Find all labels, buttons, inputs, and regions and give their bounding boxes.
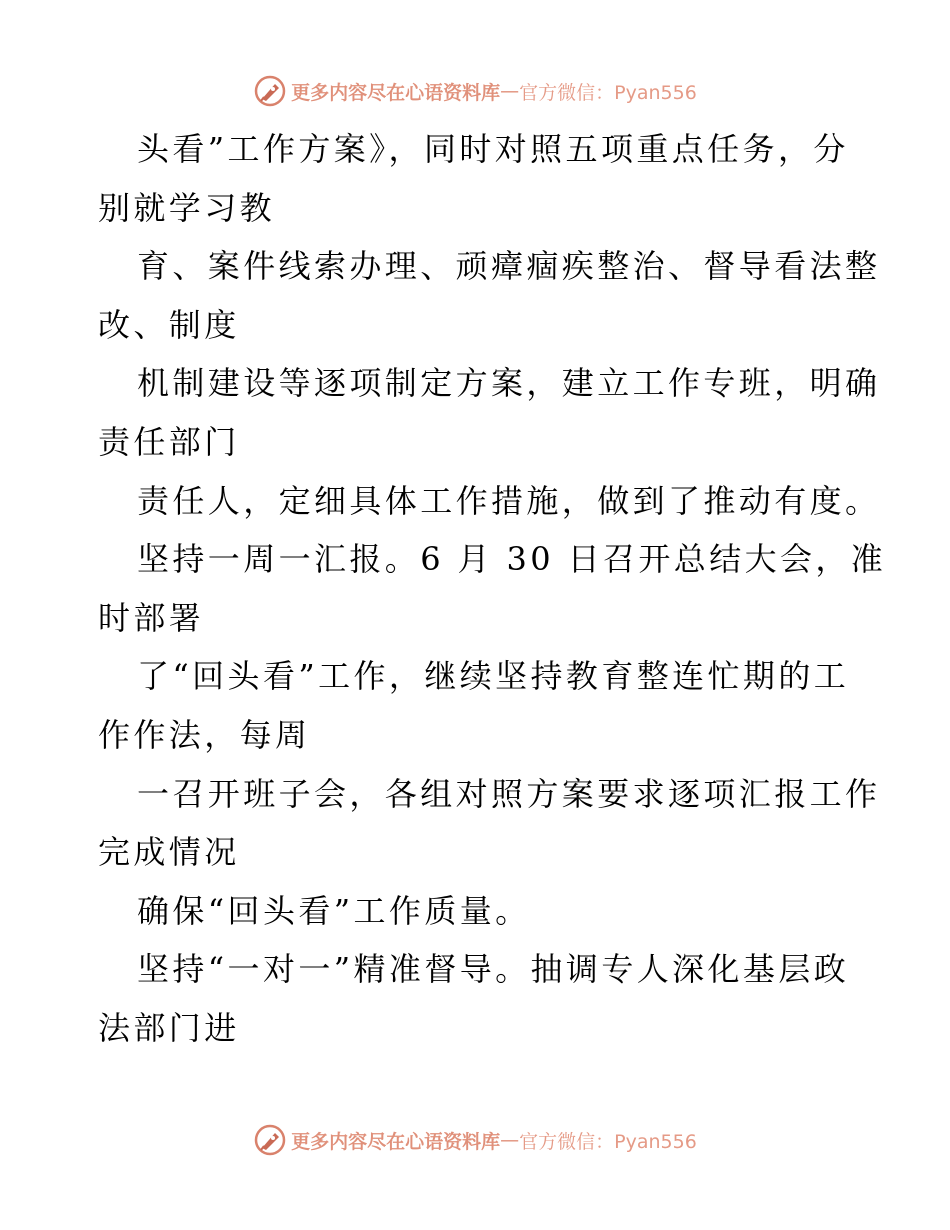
text-line: 确保“回头看”工作质量。 <box>137 891 531 930</box>
text-line: 责任部门 <box>98 422 240 461</box>
text-line: 时部署 <box>98 598 205 637</box>
watermark-brand: 更多内容尽在心语资料库 <box>291 1130 501 1153</box>
pen-nib-circle-icon <box>253 1123 287 1157</box>
text-line: 了“回头看”工作，继续坚持教育整连忙期的工 <box>137 657 850 696</box>
watermark-contact: 官方微信：Pyan556 <box>519 1130 697 1153</box>
watermark-brand: 更多内容尽在心语资料库 <box>291 81 501 104</box>
text-line: 别就学习教 <box>98 188 276 227</box>
watermark-contact: 官方微信：Pyan556 <box>519 81 697 104</box>
text-line: 责任人，定细具体工作措施，做到了推动有度。 <box>137 481 881 520</box>
footer-watermark <box>0 1120 950 1160</box>
text-line: 头看”工作方案》，同时对照五项重点任务，分 <box>137 130 849 168</box>
text-line: 作作法，每周 <box>98 715 311 754</box>
text-line: 坚持“一对一”精准督导。抽调专人深化基层政 <box>137 950 850 989</box>
header-watermark <box>0 71 950 111</box>
watermark-separator: — <box>500 80 520 102</box>
text-line: 机制建设等逐项制定方案，建立工作专班，明确 <box>137 364 881 403</box>
text-line: 一召开班子会，各组对照方案要求逐项汇报工作 <box>137 774 881 813</box>
text-line: 完成情况 <box>98 833 240 872</box>
text-line: 坚持一周一汇报。6 月 30 日召开总结大会，准 <box>137 540 887 579</box>
document-body <box>98 120 887 1058</box>
text-line: 育、案件线索办理、顽瘴痼疾整治、督导看法整 <box>137 247 881 286</box>
text-line: 改、制度 <box>98 305 240 344</box>
watermark-separator: — <box>500 1129 520 1151</box>
text-line: 法部门进 <box>98 1008 240 1047</box>
pen-nib-circle-icon <box>253 74 287 108</box>
